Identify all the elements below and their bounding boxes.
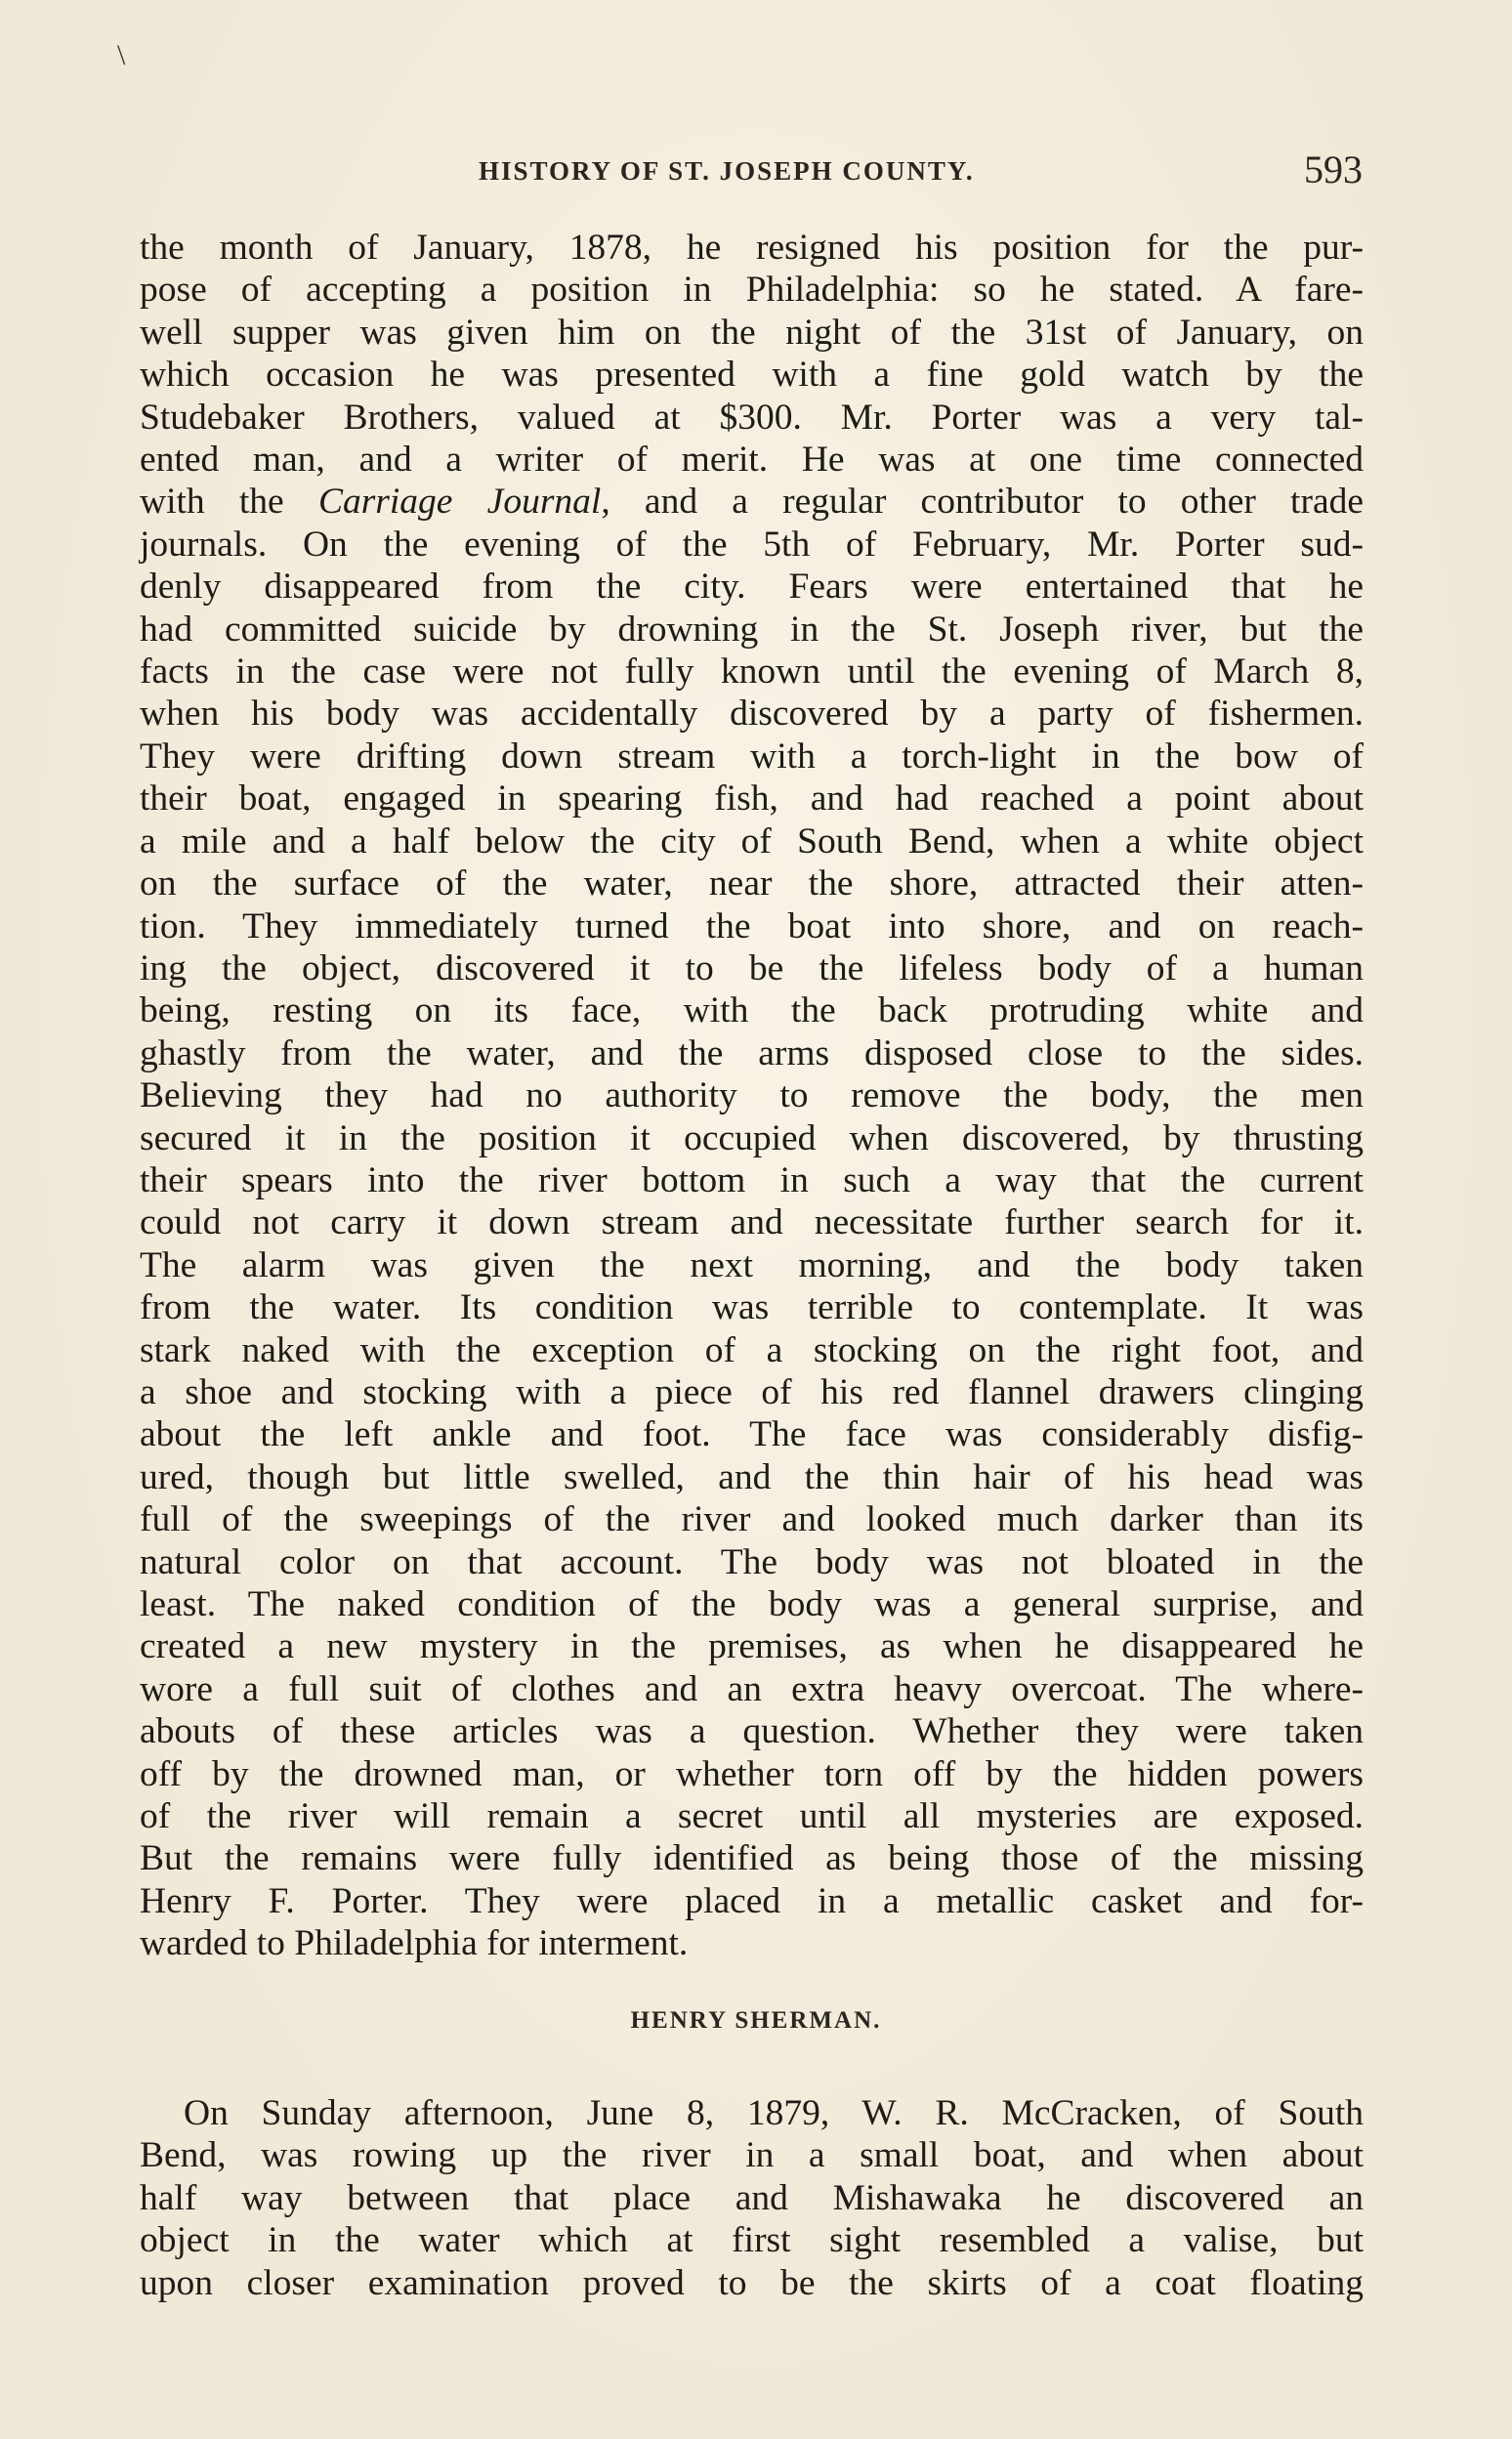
text-line: could not carry it down stream and necessitate further search for it. [140, 1202, 1364, 1243]
text-segment: with the [140, 482, 318, 523]
text-line: stark naked with the exception of a stocking on the right foot, and [140, 1329, 1364, 1370]
section-heading: HENRY SHERMAN. [630, 2007, 882, 2034]
text-line: ghastly from the water, and the arms disposed close to the sides. [140, 1032, 1364, 1073]
text-line: tion. They immediately turned the boat into shore, and on reach- [140, 905, 1364, 946]
text-line: They were drifting down stream with a torch-light in the bow of [140, 736, 1364, 777]
text-line: about the left ankle and foot. The face was considerably disfig- [140, 1414, 1364, 1455]
text-line: created a new mystery in the premises, as when he disappeared he [140, 1626, 1364, 1667]
text-line: of the river will remain a secret until all mysteries are exposed. [140, 1796, 1364, 1837]
text-line: Henry F. Porter. They were placed in a metallic casket and for- [140, 1880, 1364, 1921]
body-paragraph-porter [140, 227, 1364, 1965]
text-line: the month of January, 1878, he resigned his position for the pur- [140, 228, 1364, 268]
text-line: full of the sweepings of the river and looked much darker than its [140, 1499, 1364, 1540]
text-line: being, resting on its face, with the back protruding white and [140, 990, 1364, 1031]
text-line: Believing they had no authority to remove the body, the men [140, 1075, 1364, 1116]
running-title: HISTORY OF ST. JOSEPH COUNTY. [479, 156, 975, 186]
text-line: their boat, engaged in spearing fish, and had reached a point about [140, 778, 1364, 820]
text-line: their spears into the river bottom in such a way that the current [140, 1159, 1364, 1200]
text-line: off by the drowned man, or whether torn off by the hidden powers [140, 1753, 1364, 1794]
text-line: facts in the case were not fully known until the evening of March 8, [140, 652, 1364, 693]
text-line: wore a full suit of clothes and an extra heavy overcoat. The where- [140, 1668, 1364, 1709]
corner-mark: \ [117, 39, 126, 71]
text-line: ing the object, discovered it to be the lifeless body of a human [140, 947, 1364, 988]
text-line: object in the water which at first sight resembled a valise, but [140, 2220, 1364, 2261]
text-segment: , and a regular contributor to other trade [601, 482, 1365, 523]
text-line: which occasion he was presented with a fine gold watch by the [140, 355, 1364, 396]
text-line: on the surface of the water, near the shore, attracted their atten- [140, 863, 1364, 904]
text-line: half way between that place and Mishawaka he discovered an [140, 2177, 1364, 2218]
text-line: The alarm was given the next morning, and the body taken [140, 1244, 1364, 1285]
text-line: abouts of these articles was a question. Whether they were taken [140, 1711, 1364, 1752]
text-line [140, 481, 1364, 523]
text-line: least. The naked condition of the body was a general surprise, and [140, 1584, 1364, 1624]
text-line: journals. On the evening of the 5th of February, Mr. Porter sud- [140, 524, 1364, 565]
text-line: ured, though but little swelled, and the thin hair of his head was [140, 1456, 1364, 1497]
text-line: when his body was accidentally discovered by a party of fishermen. [140, 694, 1364, 735]
body-paragraph-sherman [140, 2092, 1364, 2304]
text-line: warded to Philadelphia for interment. [140, 1923, 689, 1964]
text-line: ented man, and a writer of merit. He was at one time connected [140, 440, 1364, 481]
text-line: had committed suicide by drowning in the St. Joseph river, but the [140, 609, 1364, 650]
text-line: On Sunday afternoon, June 8, 1879, W. R. McCracken, of South [184, 2093, 1364, 2133]
text-line: upon closer examination proved to be the skirts of a coat floating [140, 2262, 1364, 2303]
text-line: well supper was given him on the night of the 31st of January, on [140, 312, 1364, 353]
italic-title: Carriage Journal [317, 482, 602, 523]
text-line: a mile and a half below the city of South Bend, when a white object [140, 820, 1364, 862]
text-line: secured it in the position it occupied when discovered, by thrusting [140, 1117, 1364, 1158]
text-line: Studebaker Brothers, valued at $300. Mr. Porter was a very tal- [140, 397, 1364, 438]
text-line: denly disappeared from the city. Fears were entertained that he [140, 567, 1364, 608]
text-line: But the remains were fully identified as being those of the missing [140, 1838, 1364, 1879]
text-line: from the water. Its condition was terrible to contemplate. It was [140, 1287, 1364, 1328]
text-line: Bend, was rowing up the river in a small boat, and when about [140, 2135, 1364, 2176]
running-header [0, 147, 1363, 195]
text-line: pose of accepting a position in Philadelphia: so he stated. A fare- [140, 270, 1364, 311]
text-line: natural color on that account. The body was not bloated in the [140, 1541, 1364, 1582]
text-line: a shoe and stocking with a piece of his red flannel drawers clinging [140, 1371, 1364, 1412]
page-number: 593 [1304, 147, 1363, 191]
